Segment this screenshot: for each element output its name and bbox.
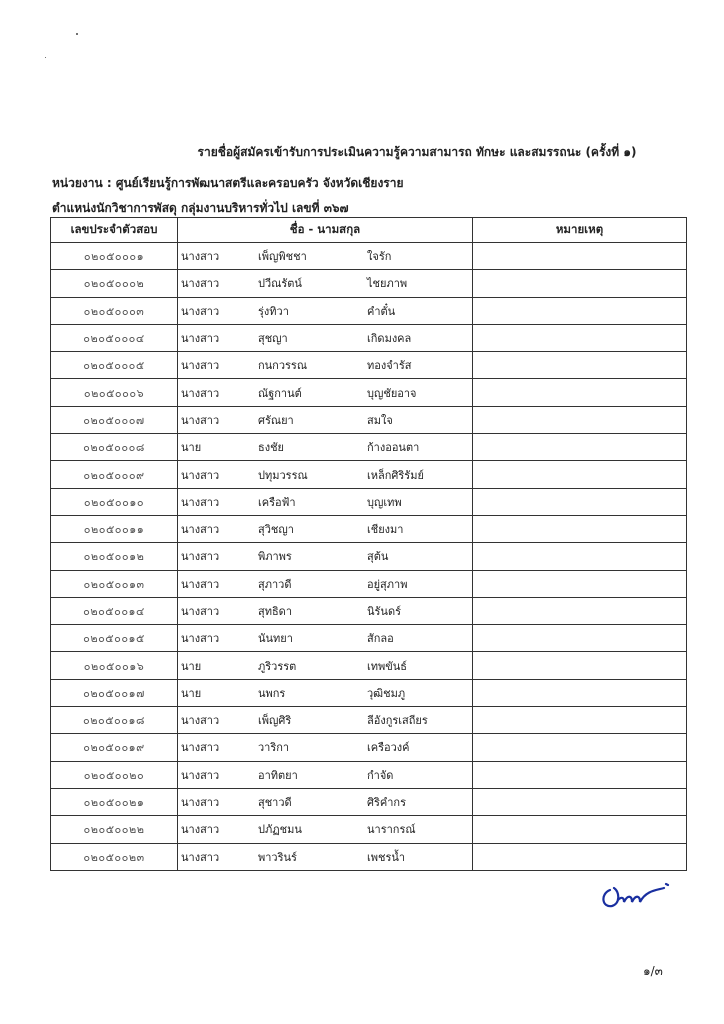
exam-id: ๐๒๐๕๐๐๐๓ — [51, 297, 178, 324]
table-row — [51, 515, 687, 542]
last-name: สักลอ — [367, 632, 394, 646]
exam-id: ๐๒๐๕๐๐๑๕ — [51, 625, 178, 652]
last-name: สุต้น — [367, 550, 389, 564]
remark — [473, 679, 687, 706]
first-name: พิภาพร — [258, 550, 292, 564]
table-row — [51, 761, 687, 788]
full-name — [178, 352, 473, 379]
name-title: นางสาว — [181, 550, 220, 564]
last-name: เกิดมงคล — [367, 332, 412, 346]
remark — [473, 597, 687, 624]
first-name: สุวิชญา — [258, 523, 294, 537]
table-row — [51, 434, 687, 461]
first-name: เครือฟ้า — [258, 495, 296, 509]
table-row — [51, 461, 687, 488]
exam-id: ๐๒๐๕๐๐๒๑ — [51, 788, 178, 815]
header-id: เลขประจำตัวสอบ — [51, 218, 178, 243]
name-title: นางสาว — [181, 495, 220, 509]
first-name: สุทธิดา — [258, 605, 292, 618]
exam-id: ๐๒๐๕๐๐๑๐ — [51, 488, 178, 515]
name-title: นาย — [181, 441, 202, 455]
exam-id: ๐๒๐๕๐๐๐๒ — [51, 270, 178, 297]
first-name: รุ่งทิวา — [258, 304, 289, 318]
page-number: ๑/๓ — [643, 964, 663, 978]
first-name: สุชาวดี — [258, 796, 292, 810]
exam-id: ๐๒๐๕๐๐๒๓ — [51, 843, 178, 870]
first-name: วาริกา — [258, 741, 290, 755]
full-name — [178, 707, 473, 734]
name-title: นางสาว — [181, 386, 220, 400]
remark — [473, 488, 687, 515]
remark — [473, 406, 687, 433]
exam-id: ๐๒๐๕๐๐๐๔ — [51, 324, 178, 351]
exam-id: ๐๒๐๕๐๐๒๐ — [51, 761, 178, 788]
first-name: เพ็ญพิชชา — [258, 250, 307, 264]
remark — [473, 816, 687, 843]
exam-id: ๐๒๐๕๐๐๑๖ — [51, 652, 178, 679]
table-row — [51, 243, 687, 270]
first-name: เพ็ญศิริ — [258, 714, 292, 728]
exam-id: ๐๒๐๕๐๐๑๙ — [51, 734, 178, 761]
exam-id: ๐๒๐๕๐๐๑๑ — [51, 515, 178, 542]
last-name: ลีอังกูรเสถียร — [367, 714, 428, 728]
remark — [473, 761, 687, 788]
full-name — [178, 734, 473, 761]
full-name — [178, 816, 473, 843]
last-name: บุญเทพ — [367, 495, 402, 509]
last-name: สมใจ — [367, 413, 393, 427]
full-name — [178, 434, 473, 461]
name-title: นางสาว — [181, 332, 220, 346]
first-name: ศรัณยา — [258, 413, 294, 427]
first-name: นันทยา — [258, 632, 293, 646]
name-title: นางสาว — [181, 823, 220, 837]
first-name: สุชญา — [258, 332, 288, 346]
full-name — [178, 406, 473, 433]
name-title: นางสาว — [181, 304, 220, 318]
remark — [473, 352, 687, 379]
last-name: นิรันดร์ — [367, 605, 401, 618]
last-name: เหล็กศิริรัมย์ — [367, 468, 424, 482]
full-name — [178, 270, 473, 297]
table-row — [51, 297, 687, 324]
last-name: เพชรน้ำ — [367, 850, 406, 864]
last-name: คำตั๋น — [367, 304, 396, 318]
document-title: รายชื่อผู้สมัครเข้ารับการประเมินความรู้ความสามารถ ทักษะ และสมรรถนะ (ครั้งที่ ๑) — [197, 145, 637, 159]
name-title: นางสาว — [181, 359, 220, 373]
remark — [473, 243, 687, 270]
last-name: เทพขันธ์ — [367, 659, 408, 673]
table-row — [51, 652, 687, 679]
table-row — [51, 488, 687, 515]
table-row — [51, 543, 687, 570]
remark — [473, 515, 687, 542]
header-name: ชื่อ - นามสกุล — [178, 218, 473, 243]
remark — [473, 324, 687, 351]
name-title: นางสาว — [181, 413, 220, 427]
table-row — [51, 625, 687, 652]
remark — [473, 297, 687, 324]
table-row — [51, 734, 687, 761]
first-name: สุภาวดี — [258, 577, 292, 591]
table-row — [51, 570, 687, 597]
unit-line: หน่วยงาน : ศูนย์เรียนรู้การพัฒนาสตรีและครอบครัว จังหวัดเชียงราย — [52, 176, 404, 190]
full-name — [178, 679, 473, 706]
table-row — [51, 679, 687, 706]
name-title: นางสาว — [181, 850, 220, 864]
scan-speck — [45, 57, 46, 58]
exam-id: ๐๒๐๕๐๐๐๙ — [51, 461, 178, 488]
last-name: ศิริคำกร — [367, 796, 406, 810]
remark — [473, 461, 687, 488]
first-name: ธงชัย — [258, 441, 284, 455]
name-title: นางสาว — [181, 523, 220, 537]
table-row — [51, 270, 687, 297]
exam-id: ๐๒๐๕๐๐๐๖ — [51, 379, 178, 406]
remark — [473, 434, 687, 461]
table-row — [51, 843, 687, 870]
name-title: นางสาว — [181, 577, 220, 591]
first-name: อาทิตยา — [258, 768, 298, 782]
last-name: ทองจำรัส — [367, 359, 412, 373]
exam-id: ๐๒๐๕๐๐๑๗ — [51, 679, 178, 706]
remark — [473, 379, 687, 406]
name-title: นางสาว — [181, 605, 220, 618]
first-name: กนกวรรณ — [258, 359, 308, 373]
remark — [473, 652, 687, 679]
remark — [473, 843, 687, 870]
header-remark: หมายเหตุ — [473, 218, 687, 243]
table-row — [51, 788, 687, 815]
position-line: ตำแหน่งนักวิชาการพัสดุ กลุ่มงานบริหารทั่วไป เลขที่ ๓๖๗ — [52, 201, 349, 215]
full-name — [178, 243, 473, 270]
last-name: เชียงมา — [367, 523, 404, 537]
full-name — [178, 297, 473, 324]
first-name: ภูริวรรต — [258, 659, 297, 673]
full-name — [178, 570, 473, 597]
exam-id: ๐๒๐๕๐๐๐๕ — [51, 352, 178, 379]
exam-id: ๐๒๐๕๐๐๑๔ — [51, 597, 178, 624]
name-title: นางสาว — [181, 632, 220, 646]
full-name — [178, 488, 473, 515]
exam-id: ๐๒๐๕๐๐๐๑ — [51, 243, 178, 270]
remark — [473, 543, 687, 570]
full-name — [178, 461, 473, 488]
full-name — [178, 652, 473, 679]
table-row — [51, 324, 687, 351]
scan-speck — [76, 33, 78, 35]
last-name: นารากรณ์ — [367, 823, 416, 837]
name-title: นาย — [181, 659, 202, 673]
name-title: นางสาว — [181, 277, 220, 291]
remark — [473, 788, 687, 815]
name-title: นางสาว — [181, 741, 220, 755]
full-name — [178, 324, 473, 351]
last-name: วุฒิชมภู — [367, 686, 406, 700]
full-name — [178, 761, 473, 788]
signature — [598, 876, 678, 916]
remark — [473, 625, 687, 652]
name-title: นางสาว — [181, 250, 220, 264]
full-name — [178, 515, 473, 542]
name-title: นางสาว — [181, 714, 220, 728]
exam-id: ๐๒๐๕๐๐๒๒ — [51, 816, 178, 843]
table-row — [51, 707, 687, 734]
full-name — [178, 625, 473, 652]
name-title: นางสาว — [181, 768, 220, 782]
last-name: อยู่สุภาพ — [367, 577, 408, 591]
name-title: นาย — [181, 686, 202, 700]
table-row — [51, 379, 687, 406]
first-name: นพกร — [258, 686, 286, 700]
full-name — [178, 379, 473, 406]
first-name: ปวีณรัตน์ — [258, 277, 302, 291]
first-name: ณัฐกานต์ — [258, 386, 302, 400]
candidate-table — [50, 217, 687, 871]
full-name — [178, 843, 473, 870]
name-title: นางสาว — [181, 796, 220, 810]
last-name: ใจรัก — [367, 250, 392, 264]
last-name: ไชยภาพ — [367, 277, 408, 291]
exam-id: ๐๒๐๕๐๐๑๘ — [51, 707, 178, 734]
full-name — [178, 597, 473, 624]
remark — [473, 270, 687, 297]
table-row — [51, 597, 687, 624]
exam-id: ๐๒๐๕๐๐๐๗ — [51, 406, 178, 433]
table-row — [51, 816, 687, 843]
table-row — [51, 406, 687, 433]
name-title: นางสาว — [181, 468, 220, 482]
exam-id: ๐๒๐๕๐๐๐๘ — [51, 434, 178, 461]
last-name: ก้างออนตา — [367, 441, 420, 455]
last-name: กำจัด — [367, 768, 394, 782]
remark — [473, 734, 687, 761]
remark — [473, 707, 687, 734]
last-name: เครือวงค์ — [367, 741, 410, 755]
first-name: พาวรินร์ — [258, 850, 297, 864]
full-name — [178, 543, 473, 570]
table-row — [51, 352, 687, 379]
table-header — [51, 218, 687, 243]
first-name: ปทุมวรรณ — [258, 468, 308, 482]
exam-id: ๐๒๐๕๐๐๑๓ — [51, 570, 178, 597]
first-name: ปภัฏชมน — [258, 823, 302, 837]
exam-id: ๐๒๐๕๐๐๑๒ — [51, 543, 178, 570]
remark — [473, 570, 687, 597]
last-name: บุญชัยอาจ — [367, 386, 417, 400]
full-name — [178, 788, 473, 815]
